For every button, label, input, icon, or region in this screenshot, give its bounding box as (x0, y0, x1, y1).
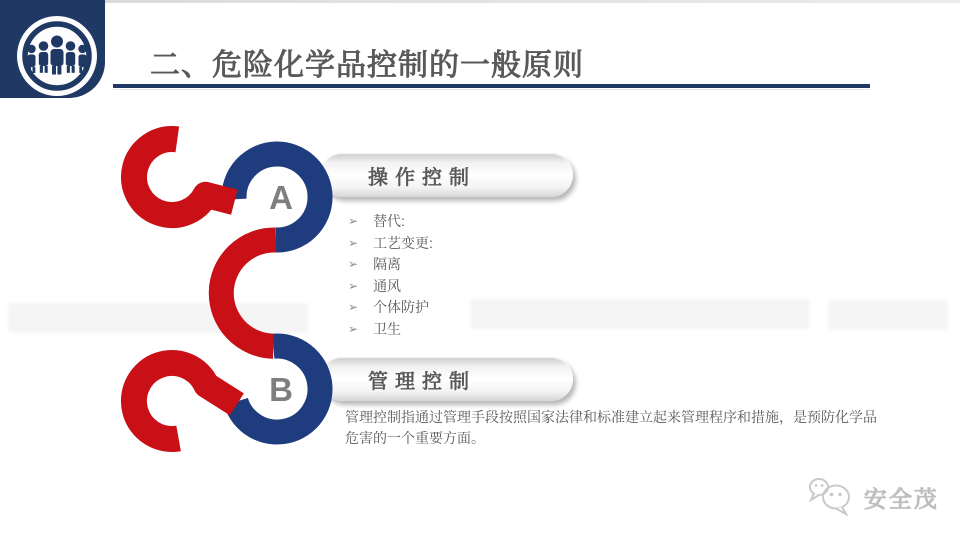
arrow-bullet-icon: ➢ (348, 321, 359, 336)
page-title: 二、危险化学品控制的一般原则 (150, 49, 584, 82)
bullet-item (348, 233, 578, 255)
section-b-body-text: 管理控制指通过管理手段按照国家法律和标准建立起来管理程序和措施，是预防化学品危害的一个重要方面。 (345, 409, 877, 446)
bullet-item (348, 254, 578, 276)
section-a-letter: A (269, 179, 293, 216)
arrow-bullet-icon: ➢ (348, 278, 359, 293)
section-b-header-label: 管理控制 (368, 370, 476, 393)
section-a-bullet-list (348, 211, 578, 340)
bullet-item (348, 297, 578, 319)
section-b-letter: B (269, 371, 293, 408)
section-b-header-bar (320, 357, 573, 401)
title-underline (113, 84, 870, 88)
chain-snake-graphic (80, 95, 340, 465)
bullet-label: 通风 (373, 277, 402, 294)
arrow-bullet-icon: ➢ (348, 300, 359, 314)
footer-brand (806, 472, 956, 522)
bullet-label: 卫生 (373, 320, 402, 337)
people-group-icon (16, 15, 98, 97)
brand-name: 安全茂 (864, 485, 939, 512)
chain-red-hook-bottom (134, 363, 237, 439)
arrow-bullet-icon: ➢ (348, 214, 359, 228)
arrow-bullet-icon: ➢ (348, 235, 359, 250)
watermark-band (828, 300, 948, 330)
bullet-item (348, 319, 578, 341)
chain-red-middle (221, 240, 275, 346)
bullet-item (348, 276, 578, 298)
arrow-bullet-icon: ➢ (348, 257, 359, 271)
title-underline-shadow (113, 89, 870, 90)
bullet-label: 个体防护 (373, 299, 430, 315)
slide-top-edge (0, 0, 960, 3)
bullet-label: 替代: (373, 213, 405, 229)
section-a-header-bar (320, 153, 573, 197)
bullet-label: 工艺变更: (373, 234, 433, 251)
section-a-header-label: 操作控制 (368, 166, 476, 189)
bullet-label: 隔离 (373, 256, 402, 272)
chat-bubbles-icon (806, 474, 860, 520)
chain-red-hook-top (134, 139, 234, 215)
bullet-item (348, 211, 578, 233)
